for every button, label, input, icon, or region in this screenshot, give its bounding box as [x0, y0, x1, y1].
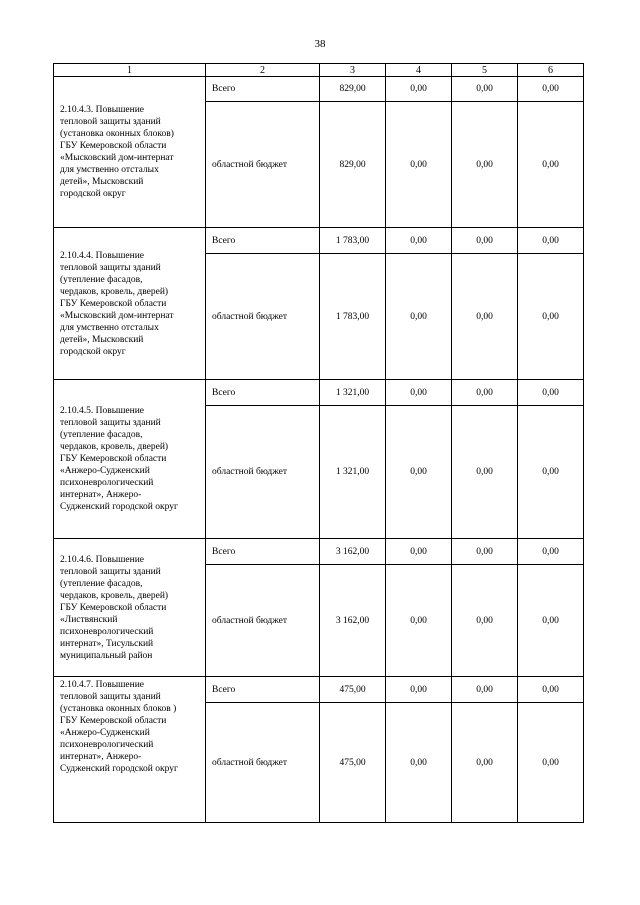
item-name-line: психоневрологический	[60, 740, 154, 750]
column-header: 5	[452, 64, 518, 77]
item-name	[54, 539, 206, 677]
item-name-line: «Анжеро-Судженский	[60, 728, 150, 738]
value-cell: 0,00	[518, 254, 584, 380]
value-cell: 0,00	[518, 539, 584, 565]
value-cell: 0,00	[386, 703, 452, 823]
item-name-line: муниципальный район	[60, 650, 153, 661]
item-name-line: Судженский городской округ	[60, 502, 178, 512]
value-cell: 0,00	[452, 77, 518, 102]
value-cell: 0,00	[452, 102, 518, 228]
table-row	[54, 677, 584, 703]
funding-source: областной бюджет	[206, 254, 320, 380]
item-name-line: для умственно отсталых	[60, 165, 159, 175]
value-cell: 0,00	[518, 77, 584, 102]
item-name	[54, 677, 206, 823]
value-cell: 3 162,00	[320, 539, 386, 565]
funding-source: областной бюджет	[206, 565, 320, 677]
value-cell: 0,00	[452, 380, 518, 406]
value-cell: 0,00	[386, 102, 452, 228]
item-name-line: чердаков, кровель, дверей)	[60, 590, 169, 601]
item-name-line: психоневрологический	[60, 478, 154, 488]
value-cell: 0,00	[518, 677, 584, 703]
header-row	[54, 64, 584, 77]
item-name-line: «Мысковский дом-интернат	[60, 153, 174, 163]
item-name-line: 2.10.4.7. Повышение	[60, 680, 145, 690]
value-cell: 1 783,00	[320, 254, 386, 380]
item-name-line: тепловой защиты зданий	[60, 117, 161, 127]
item-name-line: ГБУ Кемеровской области	[60, 141, 167, 151]
value-cell: 1 321,00	[320, 406, 386, 539]
value-cell: 0,00	[386, 677, 452, 703]
item-name	[54, 228, 206, 380]
value-cell: 0,00	[452, 565, 518, 677]
item-name-line: интернат», Тисульский	[60, 638, 154, 649]
column-header: 4	[386, 64, 452, 77]
value-cell: 0,00	[386, 539, 452, 565]
value-cell: 0,00	[386, 380, 452, 406]
value-cell: 0,00	[518, 703, 584, 823]
value-cell: 0,00	[518, 380, 584, 406]
table-row	[54, 539, 584, 565]
funding-source: областной бюджет	[206, 406, 320, 539]
value-cell: 1 783,00	[320, 228, 386, 254]
value-cell: 829,00	[320, 102, 386, 228]
value-cell: 0,00	[386, 565, 452, 677]
column-header: 1	[54, 64, 206, 77]
value-cell: 0,00	[386, 77, 452, 102]
funding-source: Всего	[206, 228, 320, 254]
value-cell: 1 321,00	[320, 380, 386, 406]
item-name-line: 2.10.4.4. Повышение	[60, 250, 145, 261]
value-cell: 0,00	[386, 254, 452, 380]
table-row	[54, 228, 584, 254]
column-header: 2	[206, 64, 320, 77]
value-cell: 475,00	[320, 677, 386, 703]
page-number: 38	[314, 38, 326, 50]
item-name-line: «Мысковский дом-интернат	[60, 310, 174, 321]
item-name-line: «Анжеро-Судженский	[60, 466, 150, 476]
value-cell: 0,00	[452, 539, 518, 565]
item-name-line: городской округ	[60, 189, 126, 199]
budget-table	[53, 63, 584, 823]
item-name-line: ГБУ Кемеровской области	[60, 298, 167, 309]
table-row	[54, 380, 584, 406]
value-cell: 0,00	[452, 406, 518, 539]
column-header: 3	[320, 64, 386, 77]
value-cell: 3 162,00	[320, 565, 386, 677]
value-cell: 0,00	[452, 703, 518, 823]
item-name-line: Судженский городской округ	[60, 764, 178, 774]
item-name-line: тепловой защиты зданий	[60, 692, 161, 702]
item-name	[54, 77, 206, 228]
item-name-line: «Листвянский	[60, 614, 118, 625]
value-cell: 0,00	[518, 565, 584, 677]
item-name-line: городской округ	[60, 346, 126, 357]
funding-source: Всего	[206, 539, 320, 565]
funding-source: Всего	[206, 380, 320, 406]
item-name-line: интернат», Анжеро-	[60, 752, 142, 762]
value-cell: 0,00	[452, 254, 518, 380]
item-name-line: (утепление фасадов,	[60, 430, 143, 440]
table-row	[54, 77, 584, 102]
item-name-line: 2.10.4.5. Повышение	[60, 406, 145, 416]
value-cell: 0,00	[518, 406, 584, 539]
item-name-line: интернат», Анжеро-	[60, 490, 142, 500]
item-name-line: (утепление фасадов,	[60, 274, 143, 285]
item-name-line: (установка оконных блоков)	[60, 129, 174, 139]
item-name-line: детей», Мысковский	[60, 334, 144, 345]
item-name-line: чердаков, кровель, дверей)	[60, 286, 169, 297]
value-cell: 0,00	[452, 677, 518, 703]
item-name-line: детей», Мысковский	[60, 177, 144, 187]
value-cell: 0,00	[386, 228, 452, 254]
value-cell: 829,00	[320, 77, 386, 102]
item-name-line: ГБУ Кемеровской области	[60, 454, 167, 464]
column-header: 6	[518, 64, 584, 77]
item-name-line: тепловой защиты зданий	[60, 418, 161, 428]
value-cell: 0,00	[386, 406, 452, 539]
value-cell: 0,00	[452, 228, 518, 254]
item-name-line: психоневрологический	[60, 626, 154, 637]
value-cell: 475,00	[320, 703, 386, 823]
funding-source: Всего	[206, 677, 320, 703]
item-name-line: (утепление фасадов,	[60, 578, 143, 589]
item-name-line: ГБУ Кемеровской области	[60, 602, 167, 613]
funding-source: областной бюджет	[206, 703, 320, 823]
item-name-line: для умственно отсталых	[60, 322, 159, 333]
value-cell: 0,00	[518, 102, 584, 228]
item-name-line: 2.10.4.3. Повышение	[60, 105, 145, 115]
item-name-line: чердаков, кровель, дверей)	[60, 442, 169, 452]
item-name-line: тепловой защиты зданий	[60, 262, 161, 273]
value-cell: 0,00	[518, 228, 584, 254]
item-name-line: 2.10.4.6. Повышение	[60, 554, 145, 565]
funding-source: областной бюджет	[206, 102, 320, 228]
item-name-line: (установка оконных блоков )	[60, 704, 177, 714]
funding-source: Всего	[206, 77, 320, 102]
item-name-line: ГБУ Кемеровской области	[60, 716, 167, 726]
item-name	[54, 380, 206, 539]
item-name-line: тепловой защиты зданий	[60, 566, 161, 577]
